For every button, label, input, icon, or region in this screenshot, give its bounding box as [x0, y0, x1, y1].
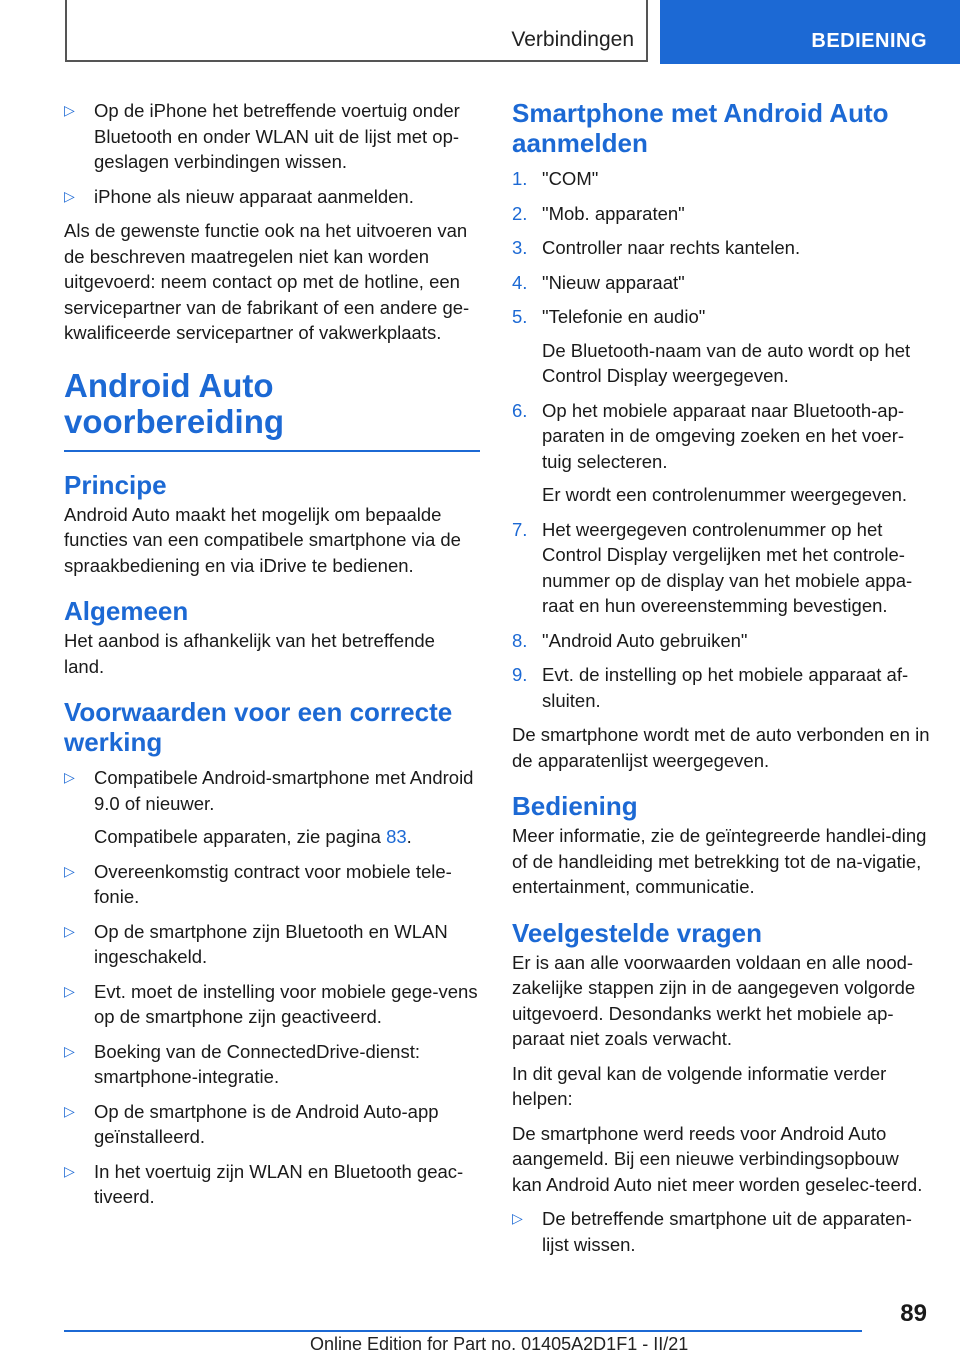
bediening-text: Meer informatie, zie de geïntegreerde handlei-ding of de handleiding met betrekking tot de na-vigatie, entertainment, communicatie.: [512, 825, 927, 897]
principe-text: Android Auto maakt het mogelijk om bepaalde functies van een compatibele smartphone via de spraakbediening en via iDrive te bedienen.: [64, 503, 461, 576]
triangle-bullet-icon: ▷: [512, 1210, 523, 1226]
triangle-bullet-icon: ▷: [64, 1042, 75, 1059]
steps-list: [512, 166, 930, 713]
list-item: ▷ De betreffende smartphone uit de apparaten-lijst wissen.: [512, 1208, 912, 1255]
triangle-bullet-icon: ▷: [64, 769, 75, 785]
right-column: [512, 98, 930, 1266]
faq-paragraph: In dit geval kan de volgende informatie verder helpen:: [512, 1062, 887, 1109]
triangle-bullet-icon: ▷: [64, 862, 75, 879]
list-item: 9. Evt. de instelling op het mobiele apparaat af-sluiten.: [512, 664, 909, 711]
algemeen-heading: Algemeen: [64, 596, 189, 626]
list-item: 2. "Mob. apparaten": [512, 202, 685, 224]
list-item: ▷ Compatibele Android-smartphone met Android 9.0 of nieuwer. Compatibele apparaten, zie pagina 83.: [64, 765, 480, 850]
list-item: ▷ iPhone als nieuw apparaat aanmelden.: [64, 184, 480, 210]
faq-paragraph: De smartphone werd reeds voor Android Auto aangemeld. Bij een nieuwe verbindingsopbouw kan Android Auto niet meer worden geselec-teerd.: [512, 1122, 923, 1195]
list-item: 8. "Android Auto gebruiken": [512, 629, 748, 651]
triangle-bullet-icon: ▷: [64, 187, 75, 204]
list-item: ▷ In het voertuig zijn WLAN en Bluetooth geac-tiveerd.: [64, 1160, 464, 1207]
left-column: [64, 98, 480, 1219]
list-item: 1. "COM": [512, 168, 599, 189]
chapter-title: Android Auto voorbereiding: [64, 368, 480, 452]
triangle-bullet-icon: ▷: [64, 1162, 75, 1179]
list-item: ▷ Op de iPhone het betreffende voertuig onder Bluetooth en onder WLAN uit de lijst met op-geslagen verbindingen wissen.: [64, 100, 460, 172]
triangle-bullet-icon: ▷: [64, 982, 75, 999]
faq-paragraph: Er is aan alle voorwaarden voldaan en alle nood-zakelijke stappen zijn in de aangegeven volgorde uitgevoerd. Desondanks werkt het mobiele ap-paraat niet zoals verwacht.: [512, 951, 916, 1049]
voorwaarden-heading: Voorwaarden voor een correcte werking: [64, 697, 453, 757]
footer-divider: [64, 1330, 862, 1332]
intro-bullet-list: [64, 98, 480, 209]
list-item: ▷ Overeenkomstig contract voor mobiele tele-fonie.: [64, 860, 452, 907]
list-item: ▷ Evt. moet de instelling voor mobiele gege-vens op de smartphone zijn geactiveerd.: [64, 980, 478, 1027]
header-chapter-label: BEDIENING: [811, 30, 927, 52]
page-number: 89: [900, 1300, 927, 1327]
list-item: ▷ Op de smartphone is de Android Auto-app geïnstalleerd.: [64, 1100, 439, 1147]
list-item: 4. "Nieuw apparaat": [512, 271, 685, 293]
edition-text: Online Edition for Part no. 01405A2D1F1 - II/21: [310, 1334, 689, 1354]
faq-bullet-list: [512, 1206, 930, 1257]
aanmelden-heading: Smartphone met Android Auto aanmelden: [512, 98, 889, 158]
list-item: 7. Het weergegeven controlenummer op het Control Display vergelijken met het controle-nummer op de display van het mobiele appa-raat en hun overeenstemming bevestigen.: [512, 518, 913, 616]
requirements-list: [64, 765, 480, 1210]
principe-heading: Principe: [64, 469, 167, 500]
after-steps-text: De smartphone wordt met de auto verbonden en in de apparatenlijst weergegeven.: [512, 724, 930, 771]
triangle-bullet-icon: ▷: [64, 922, 75, 939]
list-item: ▷ Boeking van de ConnectedDrive-dienst: smartphone-integratie.: [64, 1040, 420, 1087]
req1-subtext: Compatibele apparaten, zie pagina 83.: [94, 826, 412, 847]
triangle-bullet-icon: ▷: [64, 1102, 75, 1119]
algemeen-text: Het aanbod is afhankelijk van het betreffende land.: [64, 630, 435, 677]
faq-heading: Veelgestelde vragen: [512, 917, 763, 948]
header-chapter-tab: [660, 0, 960, 64]
list-item: ▷ Op de smartphone zijn Bluetooth en WLAN ingeschakeld.: [64, 920, 448, 967]
list-item: 6. Op het mobiele apparaat naar Bluetooth-ap-paraten in de omgeving zoeken en het voer-tuig selecteren. Er wordt een controlenummer weergegeven.: [512, 399, 908, 505]
list-item: 3. Controller naar rechts kantelen.: [512, 237, 801, 258]
triangle-bullet-icon: ▷: [64, 102, 75, 118]
list-item: 5. "Telefonie en audio" De Bluetooth-naam van de auto wordt op het Control Display weergegeven.: [512, 306, 911, 386]
intro-paragraph: Als de gewenste functie ook na het uitvoeren van de beschreven maatregelen niet kan worden uitgevoerd: neem contact op met de hotline, een servicepartner van de fabrikant of een andere ge-kwalificeerde servicepartner of vakwerkplaats.: [64, 220, 470, 343]
bediening-heading: Bediening: [512, 791, 638, 821]
page-link[interactable]: 83: [386, 826, 407, 847]
header-section-title: Verbindingen: [511, 28, 634, 51]
